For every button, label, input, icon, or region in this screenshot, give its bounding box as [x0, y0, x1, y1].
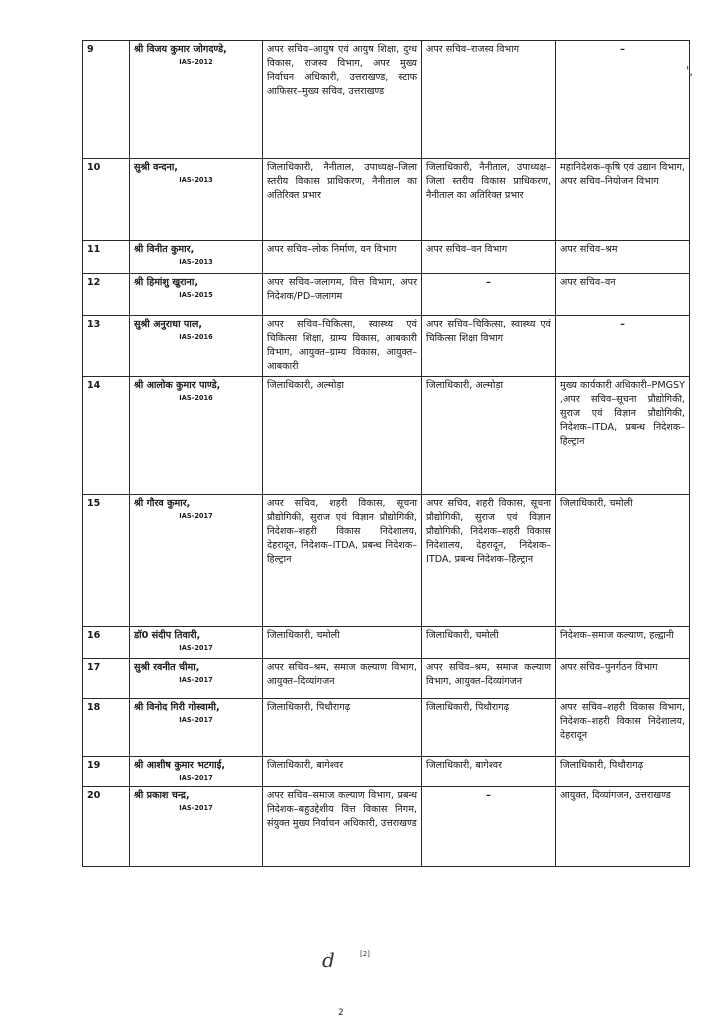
signature: d	[322, 948, 335, 972]
page-number: 2	[338, 1008, 344, 1018]
new-post-cell: अपर सचिव–वन	[556, 274, 690, 316]
service-batch: IAS-2016	[179, 394, 213, 402]
new-post-cell: मुख्य कार्यकारी अधिकारी–PMGSY ,अपर सचिव–सूचना प्रौद्योगिकी, सुराज एवं विज्ञान प्रौद्योगिकी, निदेशक–ITDA, प्रबन्ध निदेशक– हिल्ट्रान	[556, 377, 690, 495]
proposed-post-cell	[422, 787, 556, 867]
serial-cell: 17	[83, 659, 130, 699]
serial-cell: 18	[83, 699, 130, 757]
officer-cell	[130, 274, 263, 316]
table-row	[83, 274, 690, 316]
officer-name: श्री आशीष कुमार भटगाई,	[134, 760, 225, 771]
serial-cell: 20	[83, 787, 130, 867]
new-post-cell: अपर सचिव–शहरी विकास विभाग, निदेशक–शहरी विकास निदेशालय, देहरादून	[556, 699, 690, 757]
serial-cell: 16	[83, 627, 130, 659]
new-post-cell: जिलाधिकारी, चमोली	[556, 495, 690, 627]
proposed-post-cell: जिलाधिकारी, बागेश्वर	[422, 757, 556, 787]
current-post-cell: जिलाधिकारी, बागेश्वर	[263, 757, 422, 787]
officer-name: सुश्री अनुराधा पाल,	[134, 319, 202, 330]
empty-dash: –	[620, 44, 625, 55]
table-row	[83, 627, 690, 659]
officer-cell	[130, 316, 263, 377]
table-row	[83, 159, 690, 241]
service-batch: IAS-2013	[179, 258, 213, 266]
table-row	[83, 41, 690, 159]
proposed-post-cell: अपर सचिव, शहरी विकास, सूचना प्रौद्योगिकी, सुराज एवं विज्ञान प्रौद्योगिकी, निदेशक–शहरी विकास निदेशालय, देहरादून, निदेशक–ITDA, प्रबन्ध निदेशक–हिल्ट्रान	[422, 495, 556, 627]
signature-note: [2]	[360, 950, 370, 958]
serial-cell: 15	[83, 495, 130, 627]
current-post-cell: जिलाधिकारी, नैनीताल, उपाध्यक्ष–जिला स्तरीय विकास प्राधिकरण, नैनीताल का अतिरिक्त प्रभार	[263, 159, 422, 241]
new-post-cell: अपर सचिव–पुनर्गठन विभाग	[556, 659, 690, 699]
service-batch: IAS-2017	[179, 716, 213, 724]
officer-cell	[130, 41, 263, 159]
officer-cell	[130, 659, 263, 699]
margin-mark: ',	[686, 64, 694, 78]
proposed-post-cell: जिलाधिकारी, चमोली	[422, 627, 556, 659]
officer-name: श्री गौरव कुमार,	[134, 498, 191, 509]
serial-cell: 9	[83, 41, 130, 159]
current-post-cell: अपर सचिव–समाज कल्याण विभाग, प्रबन्ध निदेशक–बहुउद्देशीय वित्त विकास निगम, संयुक्त मुख्य निर्वाचन अधिकारी, उत्तराखण्ड	[263, 787, 422, 867]
empty-dash: –	[486, 277, 491, 288]
new-post-cell: आयुक्त, दिव्यांगजन, उत्तराखण्ड	[556, 787, 690, 867]
table-row	[83, 757, 690, 787]
service-batch: IAS-2017	[179, 644, 213, 652]
officer-name: डॉ0 संदीप तिवारी,	[134, 630, 201, 641]
serial-cell: 13	[83, 316, 130, 377]
current-post-cell: अपर सचिव–चिकित्सा, स्वास्थ्य एवं चिकित्सा शिक्षा, ग्राम्य विकास, आबकारी विभाग, आयुक्त–ग्राम्य विकास, आयुक्त–आबकारी	[263, 316, 422, 377]
current-post-cell: जिलाधिकारी, चमोली	[263, 627, 422, 659]
officer-cell	[130, 699, 263, 757]
new-post-cell: अपर सचिव–श्रम	[556, 241, 690, 274]
table-row	[83, 377, 690, 495]
service-batch: IAS-2017	[179, 774, 213, 782]
new-post-cell: निदेशक–समाज कल्याण, हल्द्वानी	[556, 627, 690, 659]
proposed-post-cell: अपर सचिव–राजस्व विभाग	[422, 41, 556, 159]
proposed-post-cell: अपर सचिव–श्रम, समाज कल्याण विभाग, आयुक्त–दिव्यांगजन	[422, 659, 556, 699]
service-batch: IAS-2012	[179, 58, 213, 66]
service-batch: IAS-2017	[179, 512, 213, 520]
serial-cell: 11	[83, 241, 130, 274]
current-post-cell: जिलाधिकारी, अल्मोड़ा	[263, 377, 422, 495]
officer-cell	[130, 377, 263, 495]
officer-name: सुश्री रवनीत चीमा,	[134, 662, 200, 673]
service-batch: IAS-2017	[179, 676, 213, 684]
new-post-cell	[556, 316, 690, 377]
table-row	[83, 787, 690, 867]
officer-name: श्री प्रकाश चन्द्र,	[134, 790, 190, 801]
officer-name: श्री विनीत कुमार,	[134, 244, 195, 255]
current-post-cell: अपर सचिव–लोक निर्माण, वन विभाग	[263, 241, 422, 274]
officer-name: श्री विनोद गिरी गोस्वामी,	[134, 702, 220, 713]
new-post-cell: महानिदेशक–कृषि एवं उद्यान विभाग, अपर सचिव–नियोजन विभाग	[556, 159, 690, 241]
new-post-cell: जिलाधिकारी, पिथौरागढ़	[556, 757, 690, 787]
table-row	[83, 699, 690, 757]
proposed-post-cell: जिलाधिकारी, अल्मोड़ा	[422, 377, 556, 495]
serial-cell: 10	[83, 159, 130, 241]
current-post-cell: अपर सचिव–आयुष एवं आयुष शिक्षा, दुग्ध विकास, राजस्व विभाग, अपर मुख्य निर्वाचन अधिकारी, उत्तराखण्ड, स्टाफ आफिसर–मुख्य सचिव, उत्तराखण्ड	[263, 41, 422, 159]
current-post-cell: जिलाधिकारी, पिथौरागढ़	[263, 699, 422, 757]
officer-name: श्री विजय कुमार जोगदण्डे,	[134, 44, 227, 55]
service-batch: IAS-2016	[179, 333, 213, 341]
current-post-cell: अपर सचिव–जलागम, वित्त विभाग, अपर निदेशक/PD–जलागम	[263, 274, 422, 316]
officer-cell	[130, 627, 263, 659]
empty-dash: –	[620, 319, 625, 330]
proposed-post-cell: अपर सचिव–वन विभाग	[422, 241, 556, 274]
proposed-post-cell: जिलाधिकारी, पिथौरागढ़	[422, 699, 556, 757]
officer-cell	[130, 241, 263, 274]
officer-cell	[130, 787, 263, 867]
officer-name: श्री आलोक कुमार पाण्डे,	[134, 380, 221, 391]
serial-cell: 12	[83, 274, 130, 316]
officer-name: सुश्री वन्दना,	[134, 162, 178, 173]
serial-cell: 19	[83, 757, 130, 787]
service-batch: IAS-2017	[179, 804, 213, 812]
table-row	[83, 316, 690, 377]
officer-name: श्री हिमांशु खुराना,	[134, 277, 198, 288]
empty-dash: –	[486, 790, 491, 801]
officer-cell	[130, 159, 263, 241]
service-batch: IAS-2013	[179, 176, 213, 184]
proposed-post-cell: जिलाधिकारी, नैनीताल, उपाध्यक्ष–जिला स्तरीय विकास प्राधिकरण, नैनीताल का अतिरिक्त प्रभार	[422, 159, 556, 241]
officer-cell	[130, 757, 263, 787]
service-batch: IAS-2015	[179, 291, 213, 299]
table-row	[83, 659, 690, 699]
new-post-cell	[556, 41, 690, 159]
proposed-post-cell	[422, 274, 556, 316]
current-post-cell: अपर सचिव–श्रम, समाज कल्याण विभाग, आयुक्त–दिव्यांगजन	[263, 659, 422, 699]
proposed-post-cell: अपर सचिव–चिकित्सा, स्वास्थ्य एवं चिकित्सा शिक्षा विभाग	[422, 316, 556, 377]
officers-table	[82, 40, 690, 867]
table-row	[83, 495, 690, 627]
officer-cell	[130, 495, 263, 627]
serial-cell: 14	[83, 377, 130, 495]
current-post-cell: अपर सचिव, शहरी विकास, सूचना प्रौद्योगिकी, सुराज एवं विज्ञान प्रौद्योगिकी, निदेशक–शहरी विकास निदेशालय, देहरादून, निदेशक–ITDA, प्रबन्ध निदेशक–हिल्ट्रान	[263, 495, 422, 627]
table-row	[83, 241, 690, 274]
